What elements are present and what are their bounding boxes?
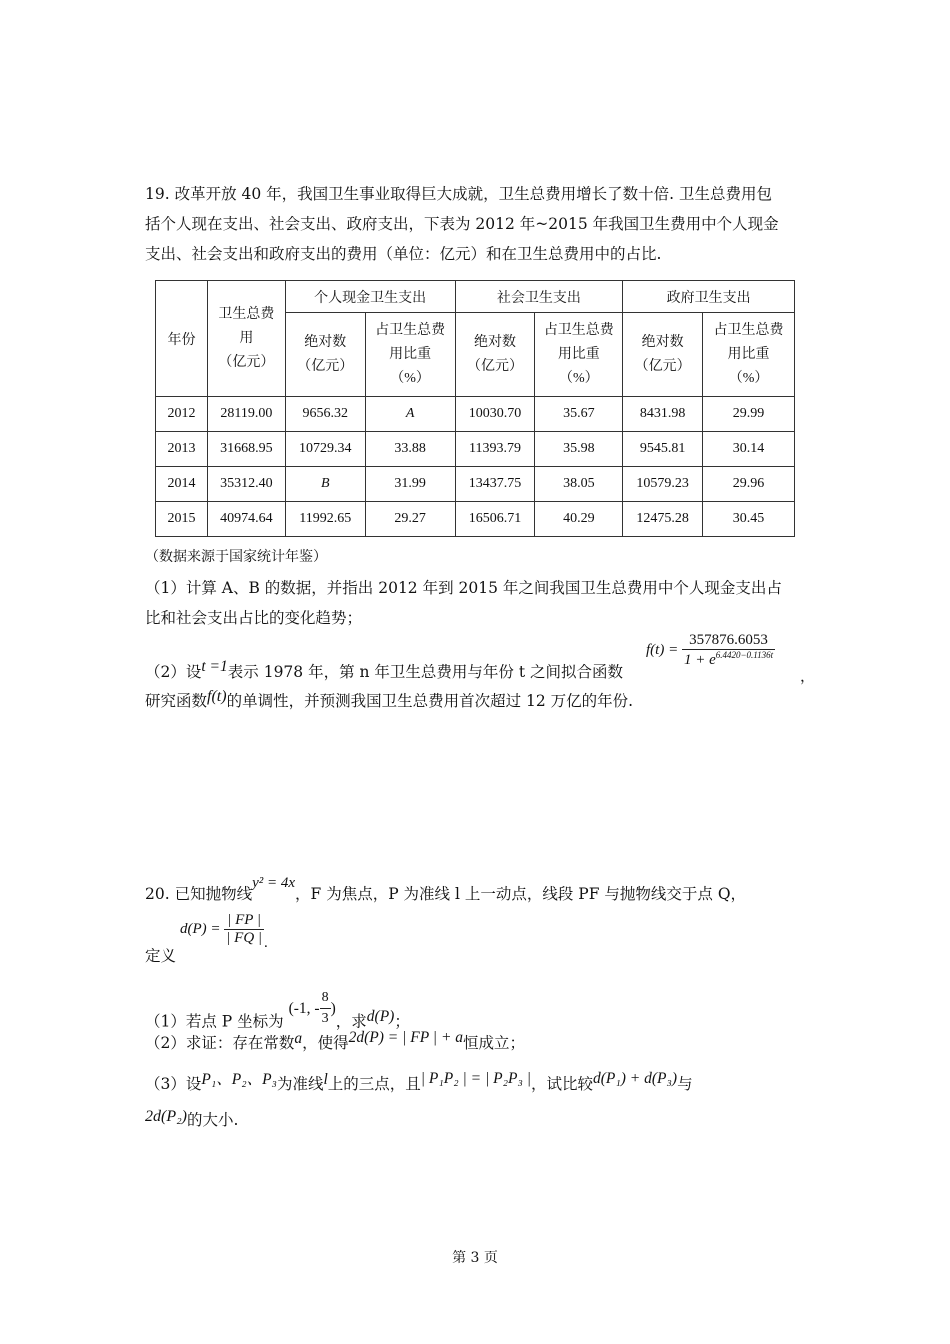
header-absolute: 绝对数 （亿元） xyxy=(455,313,535,397)
table-row: 2014 35312.40 B 31.99 13437.75 38.05 10579.23 29.96 xyxy=(156,467,795,502)
q20-part3-line2: 2d(P₂)的大小. xyxy=(145,1108,239,1129)
q20-definition-label: 定义 xyxy=(145,947,177,965)
header-ratio: 占卫生总费 用比重 （%） xyxy=(703,313,795,397)
q20-part1: （1）若点 P 坐标为 (-1, - $\frac{8}{3}$ )，求d(P)； xyxy=(145,990,410,1031)
header-total: 卫生总费 用 （亿元） xyxy=(207,281,285,397)
q19-part2-line1: （2）设t =1表示 1978 年，第 n 年卫生总费用与年份 t 之间拟合函数 xyxy=(145,658,624,681)
header-ratio: 占卫生总费 用比重 （%） xyxy=(365,313,455,397)
header-social: 社会卫生支出 xyxy=(455,281,623,313)
q20-part2: （2）求证：存在常数a，使得2d(P) = | FP | + a恒成立； xyxy=(145,1029,526,1052)
q19-part1-line2: 比和社会支出占比的变化趋势； xyxy=(145,609,363,627)
header-absolute: 绝对数 （亿元） xyxy=(623,313,703,397)
page-number: 第 3 页 xyxy=(452,1250,498,1266)
fitted-function: f(t) = $\frac{357876.6053}{1 + e^{6.4420-0.1136t}}$ xyxy=(646,632,774,668)
header-absolute: 绝对数 （亿元） xyxy=(285,313,365,397)
definition-formula: d(P) = $\frac{| FP |}{| FQ |}$ . xyxy=(180,912,268,951)
q19-part1-line1: （1）计算 A、B 的数据，并指出 2012 年到 2015 年之间我国卫生总费用中个人现金支出占 xyxy=(145,579,782,597)
table-row: 2012 28119.00 9656.32 A 10030.70 35.67 8431.98 29.99 xyxy=(156,397,795,432)
function-fraction: $\frac{357876.6053}{1 + e^{6.4420-0.1136t}}$ xyxy=(683,632,774,668)
q19-line2: 括个人现在支出、社会支出、政府支出，下表为 2012 年~2015 年我国卫生费用中个人现金 xyxy=(145,215,779,233)
q19-line3: 支出、社会支出和政府支出的费用（单位：亿元）和在卫生总费用中的占比. xyxy=(145,245,662,263)
health-expenditure-table xyxy=(155,280,795,537)
header-ratio: 占卫生总费 用比重 （%） xyxy=(535,313,623,397)
table-row: 2013 31668.95 10729.34 33.88 11393.79 35.98 9545.81 30.14 xyxy=(156,432,795,467)
header-year: 年份 xyxy=(156,281,208,397)
header-personal: 个人现金卫生支出 xyxy=(285,281,455,313)
function-comma: ， xyxy=(800,667,816,685)
header-government: 政府卫生支出 xyxy=(623,281,795,313)
q20-line1: 20. 已知抛物线y² = 4x，F 为焦点，P 为准线 l 上一动点，线段 PF 与抛物线交于点 Q， xyxy=(145,875,747,903)
data-source-note: （数据来源于国家统计年鉴） xyxy=(145,549,327,565)
q20-part3-line1: （3）设P₁、P₂、P₃为准线l上的三点，且| P₁P₂ | = | P₂P₃ |，试比较d(P₁) + d(P₃)与 xyxy=(145,1070,693,1093)
q19-line1: 19. 改革开放 40 年，我国卫生事业取得巨大成就，卫生总费用增长了数十倍. 卫生总费用包 xyxy=(145,185,773,203)
q19-part2-line2: 研究函数f(t)的单调性，并预测我国卫生总费用首次超过 12 万亿的年份. xyxy=(145,688,634,710)
table-row: 2015 40974.64 11992.65 29.27 16506.71 40.29 12475.28 30.45 xyxy=(156,502,795,537)
